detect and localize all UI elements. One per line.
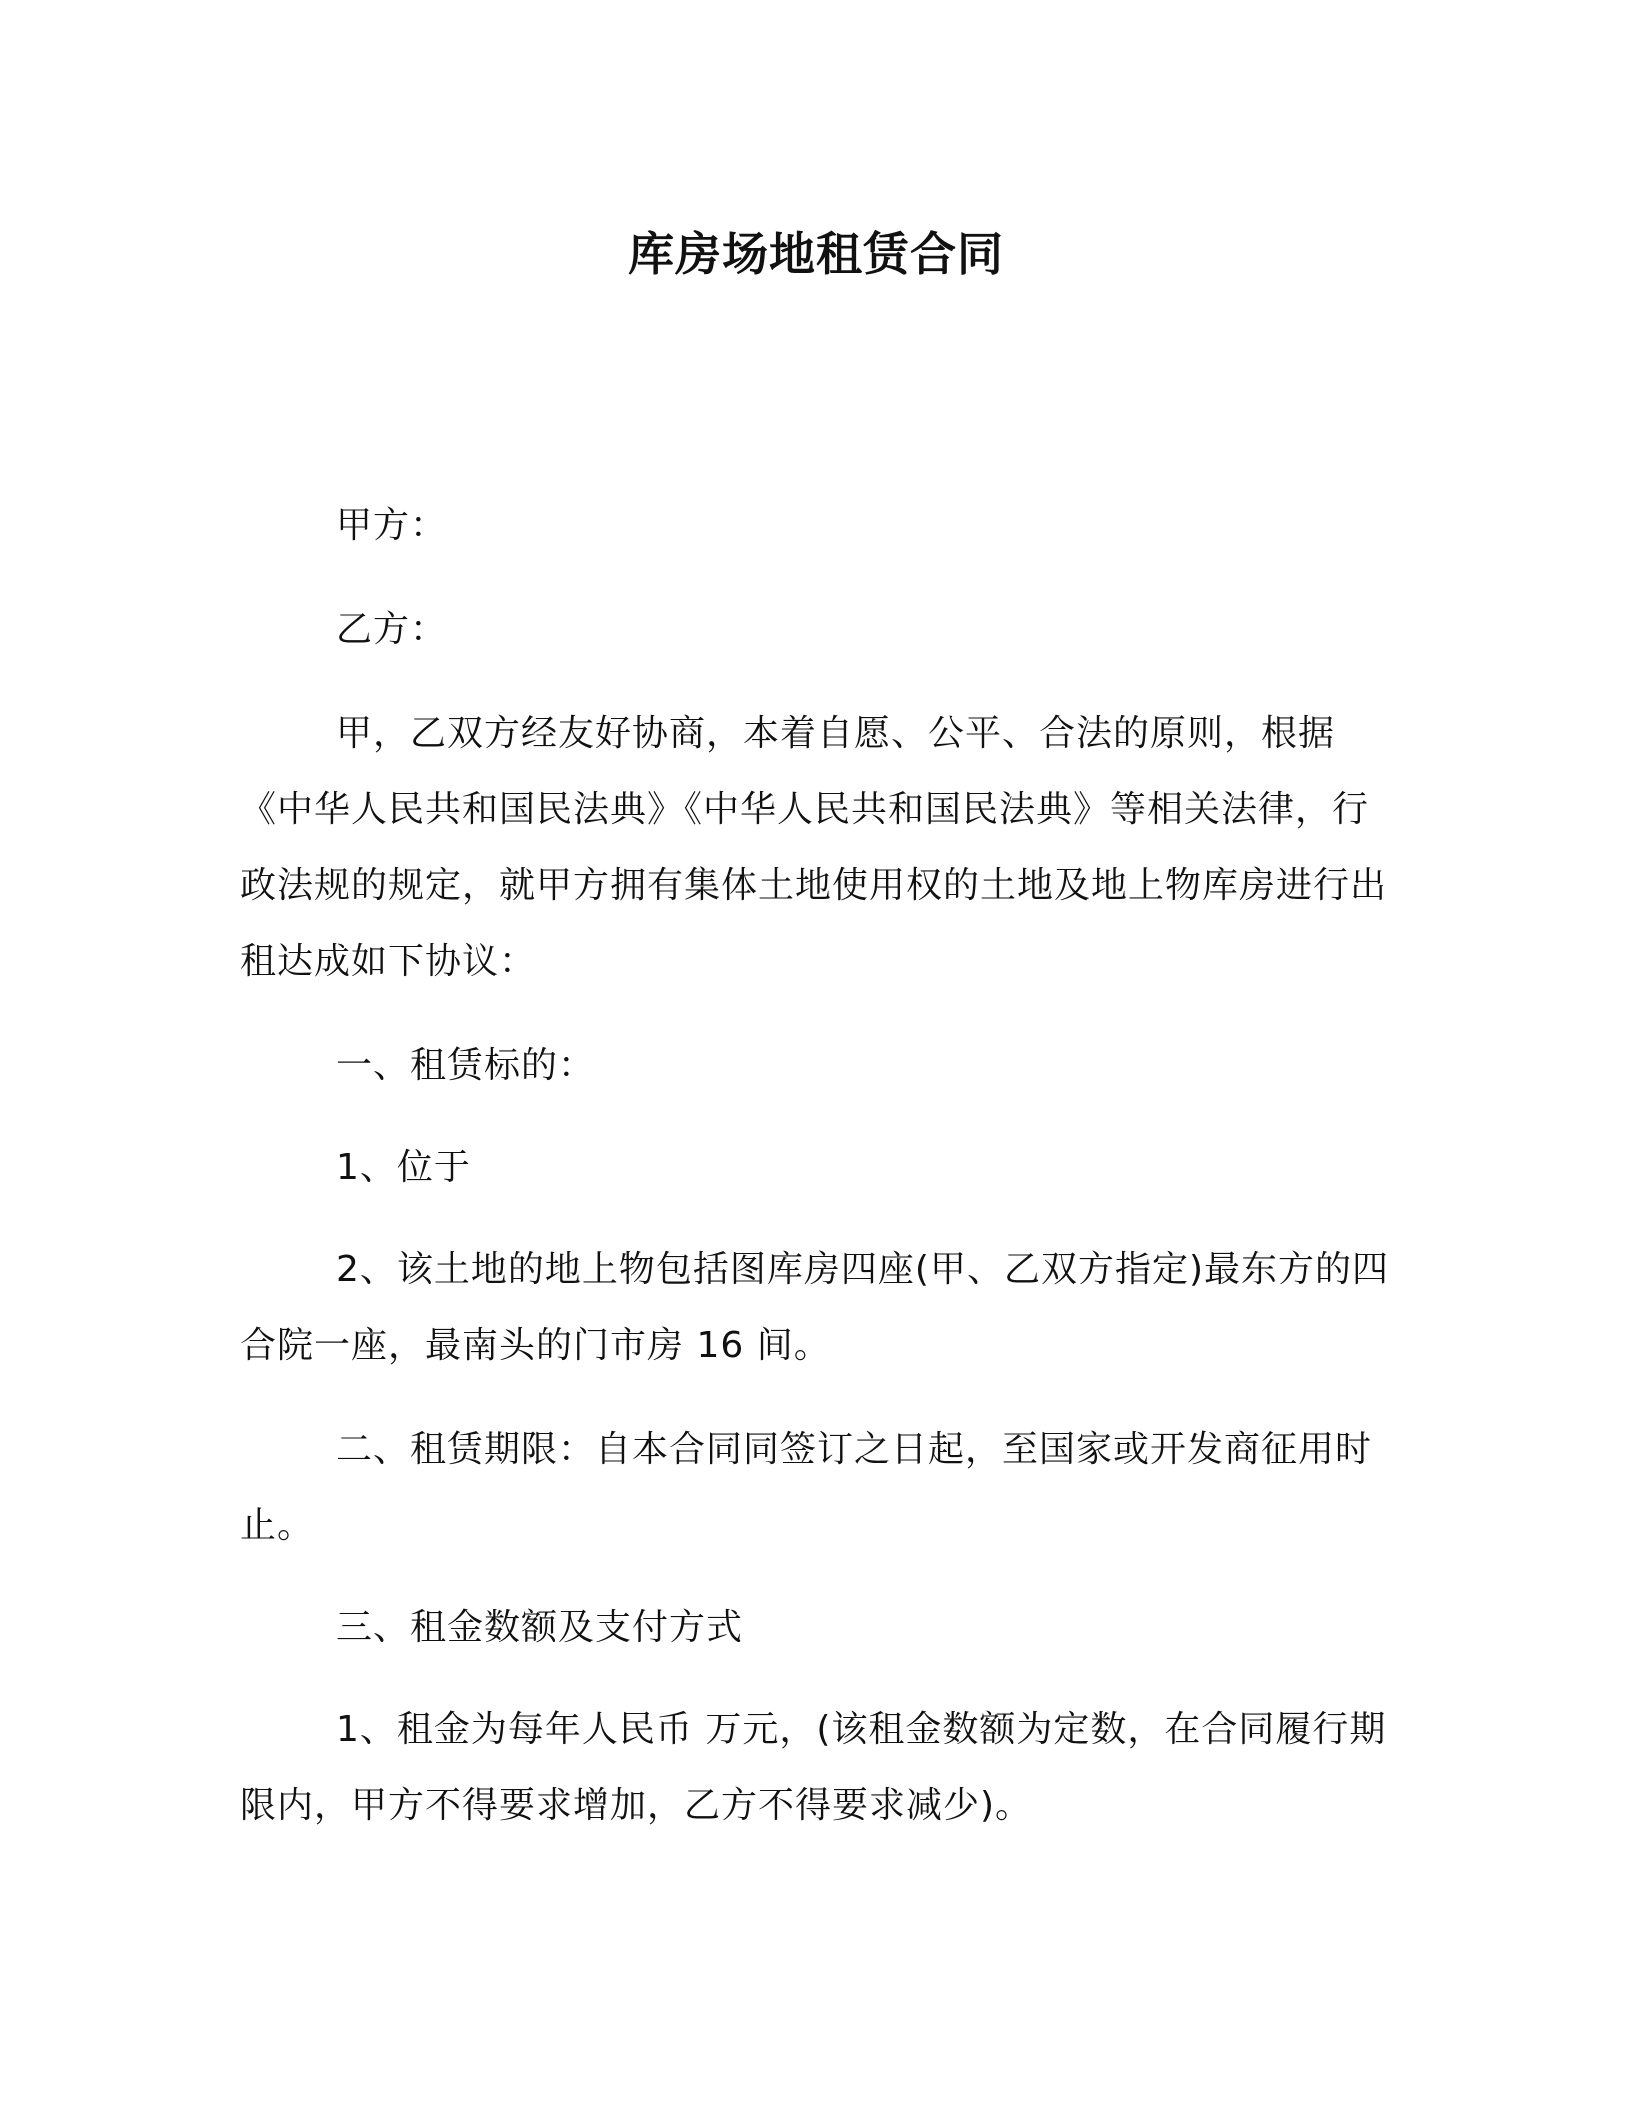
section-lease-term: 二、租赁期限：自本合同同签订之日起，至国家或开发商征用时止。	[240, 1429, 1373, 1546]
party-a-line: 甲方：	[336, 505, 448, 546]
clause-rent-amount: 1、租金为每年人民币 万元，(该租金数额为定数，在合同履行期限内，甲方不得要求增加，乙方不得要求减少)。	[240, 1709, 1387, 1826]
clause-1-location: 1、位于	[336, 1147, 471, 1188]
section-heading-rent: 三、租金数额及支付方式	[336, 1607, 744, 1648]
section-heading-lease-subject: 一、租赁标的：	[336, 1045, 596, 1086]
clause-2-structures: 2、该土地的地上物包括图库房四座(甲、乙双方指定)最东方的四合院一座，最南头的门市房 16 间。	[240, 1249, 1389, 1366]
document-title: 库房场地租赁合同	[628, 227, 1004, 281]
preamble-paragraph: 甲，乙双方经友好协商，本着自愿、公平、合法的原则，根据《中华人民共和国民法典》《中华人民共和国民法典》等相关法律，行政法规的规定，就甲方拥有集体土地使用权的土地及地上物库房进行出租达成如下协议：	[240, 713, 1388, 982]
party-b-line: 乙方：	[336, 609, 448, 650]
